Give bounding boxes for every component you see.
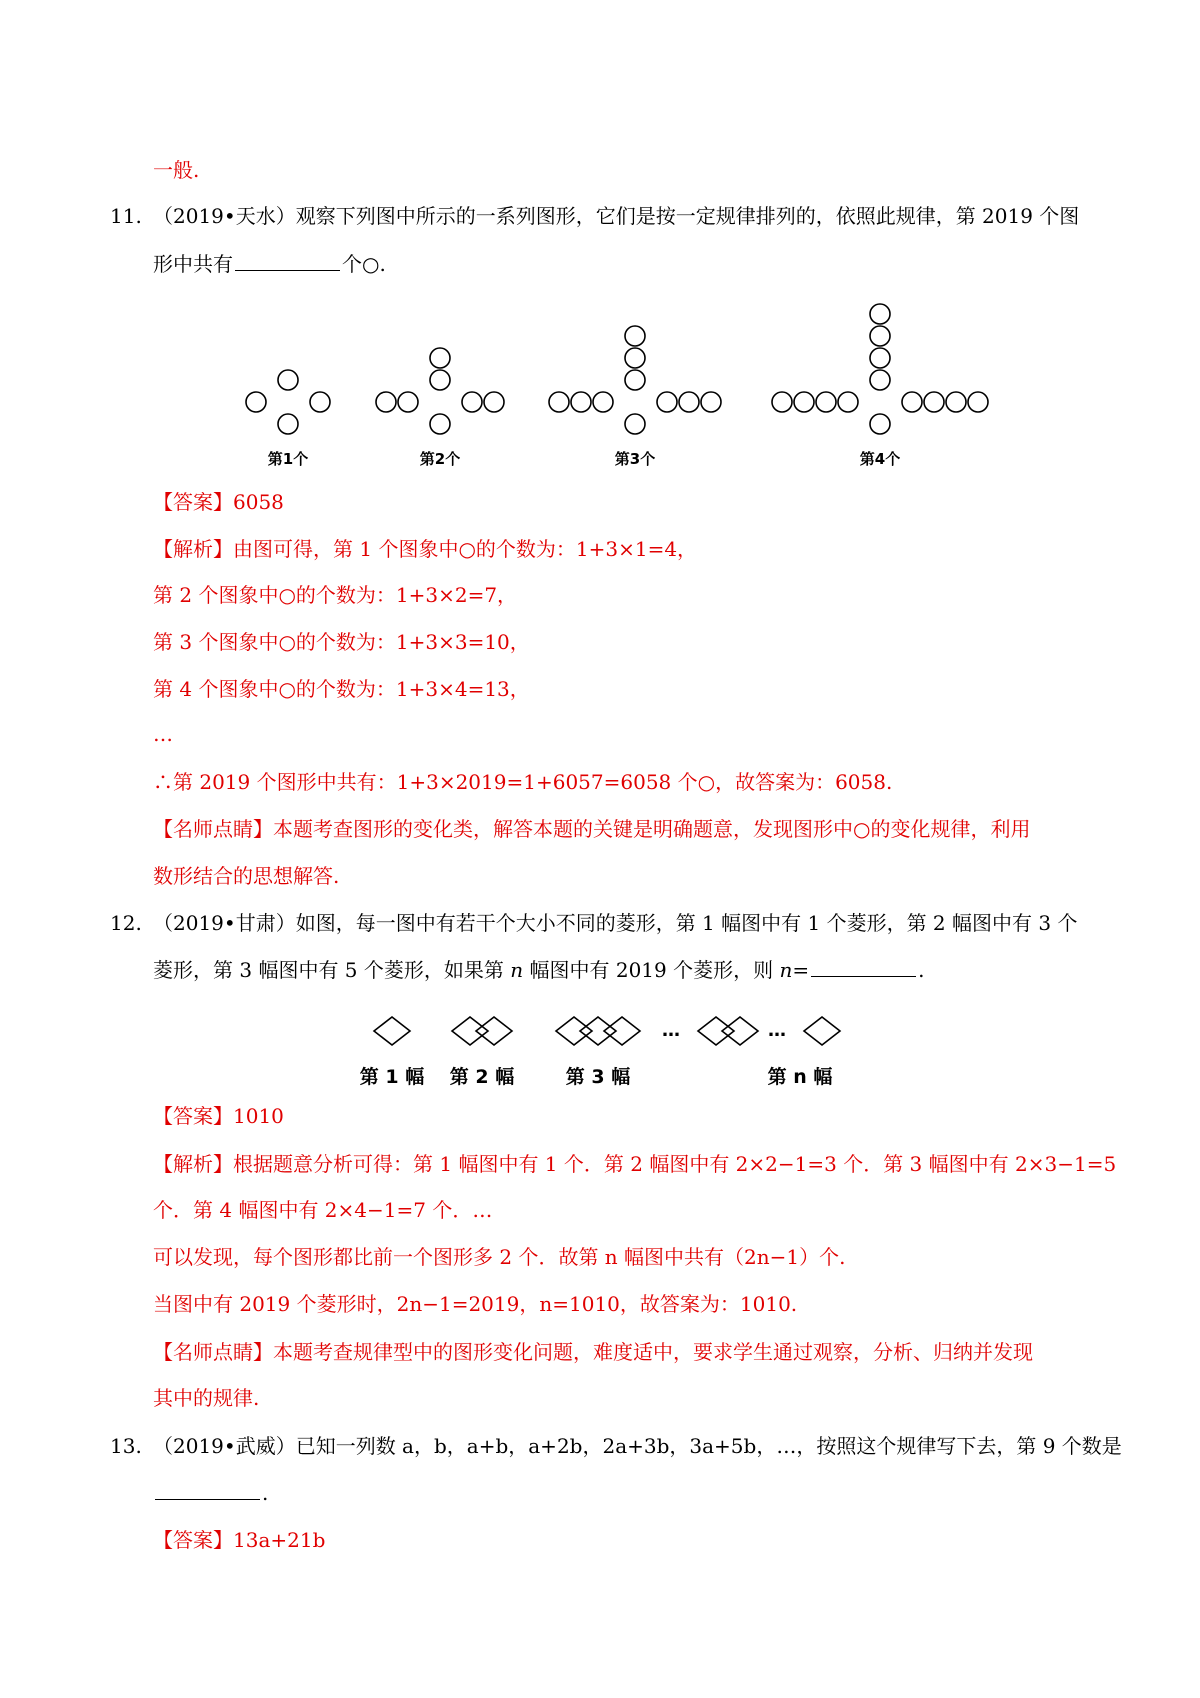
- question-12-answer: 【答案】1010: [153, 1104, 284, 1128]
- rhombus-mark: [698, 1017, 734, 1045]
- circle-mark: [430, 348, 450, 368]
- figure-label: 第 3 幅: [565, 1066, 631, 1088]
- rhombus-mark: [556, 1017, 592, 1045]
- question-11-analysis-line3: 第 3 个图象中○的个数为：1+3×3=10，: [153, 630, 530, 654]
- rhombus-mark: [804, 1017, 840, 1045]
- circle-mark: [902, 392, 922, 412]
- circle-mark: [870, 304, 890, 324]
- circle-mark: [278, 414, 298, 434]
- question-13-text-line2: [153, 1479, 268, 1507]
- circle-mark: [870, 414, 890, 434]
- question-11-analysis-line1: 【解析】由图可得，第 1 个图象中○的个数为：1+3×1=4，: [153, 537, 698, 561]
- question-11-line2-prefix: 形中共有: [153, 252, 233, 276]
- circle-mark: [870, 326, 890, 346]
- figure-label: 第4个: [859, 450, 901, 468]
- question-12-comment-line2: 其中的规律.: [153, 1386, 260, 1410]
- circle-mark: [679, 392, 699, 412]
- figure-label: 第3个: [614, 450, 656, 468]
- circle-mark: [838, 392, 858, 412]
- question-11-line2-suffix: 个○.: [342, 252, 386, 276]
- circle-mark: [625, 370, 645, 390]
- rhombus-mark: [604, 1017, 640, 1045]
- question-11-comment-line1: 【名师点睛】本题考查图形的变化类，解答本题的关键是明确题意，发现图形中○的变化规律，利用: [153, 817, 1031, 841]
- question-13-line2-suffix: .: [262, 1481, 269, 1505]
- circle-mark: [310, 392, 330, 412]
- circle-mark: [246, 392, 266, 412]
- question-12-text-line2: [153, 956, 924, 984]
- rhombus-mark: [374, 1017, 410, 1045]
- question-11-text-line1: （2019•天水）观察下列图中所示的一系列图形，它们是按一定规律排列的，依照此规律，第 2019 个图: [153, 204, 1080, 228]
- variable-n: n: [510, 958, 524, 982]
- question-12-analysis-line2: 个．第 4 幅图中有 2×4−1=7 个．…: [153, 1198, 493, 1222]
- circle-mark: [968, 392, 988, 412]
- circle-mark: [484, 392, 504, 412]
- circle-mark: [701, 392, 721, 412]
- question-11-analysis-line2: 第 2 个图象中○的个数为：1+3×2=7，: [153, 583, 518, 607]
- variable-n: n: [779, 958, 793, 982]
- question-11-answer: 【答案】6058: [153, 490, 284, 514]
- answer-blank: [155, 1481, 260, 1500]
- figure-label: 第 n 幅: [767, 1066, 833, 1088]
- circle-mark: [376, 392, 396, 412]
- rhombus-mark: [580, 1017, 616, 1045]
- question-13-text-line1: （2019•武威）已知一列数 a，b，a+b，a+2b，2a+3b，3a+5b，…，按照这个规律写下去，第 9 个数是: [153, 1434, 1122, 1458]
- circle-mark: [946, 392, 966, 412]
- figure-label: 第 1 幅: [359, 1066, 425, 1088]
- circle-mark: [398, 392, 418, 412]
- question-12-line2-middle: 幅图中有 2019 个菱形，则: [523, 958, 780, 982]
- circle-mark: [625, 326, 645, 346]
- circle-mark: [657, 392, 677, 412]
- rhombus-mark: [476, 1017, 512, 1045]
- figure-label: 第2个: [419, 450, 461, 468]
- circle-mark: [549, 392, 569, 412]
- previous-comment-tail: 一般.: [153, 158, 200, 182]
- question-12-analysis-line4: 当图中有 2019 个菱形时，2n−1=2019，n=1010，故答案为：1010.: [153, 1292, 798, 1316]
- question-12-number: 12.: [110, 911, 142, 935]
- question-11-analysis-line4: 第 4 个图象中○的个数为：1+3×4=13，: [153, 677, 530, 701]
- circle-mark: [772, 392, 792, 412]
- circle-mark: [924, 392, 944, 412]
- circle-mark: [430, 370, 450, 390]
- figure-label: 第 2 幅: [449, 1066, 515, 1088]
- question-12-analysis-line1: 【解析】根据题意分析可得：第 1 幅图中有 1 个．第 2 幅图中有 2×2−1=3 个．第 3 幅图中有 2×3−1=5: [153, 1152, 1117, 1176]
- circle-mark: [794, 392, 814, 412]
- question-11-comment-line2: 数形结合的思想解答.: [153, 864, 340, 888]
- figure-label: 第1个: [267, 450, 309, 468]
- ellipsis-mark: …: [662, 1020, 680, 1041]
- question-12-comment-line1: 【名师点睛】本题考查规律型中的图形变化问题，难度适中，要求学生通过观察，分析、归纳并发现: [153, 1340, 1033, 1364]
- question-13-number: 13.: [110, 1434, 142, 1458]
- circle-mark: [816, 392, 836, 412]
- question-11-text-line2: [153, 250, 386, 278]
- circle-mark: [625, 414, 645, 434]
- circle-mark: [430, 414, 450, 434]
- circle-mark: [870, 348, 890, 368]
- circle-mark: [278, 370, 298, 390]
- circle-mark: [625, 348, 645, 368]
- question-12-line2-suffix: .: [918, 958, 925, 982]
- circle-mark: [462, 392, 482, 412]
- question-13-answer: 【答案】13a+21b: [153, 1528, 326, 1552]
- circle-mark: [593, 392, 613, 412]
- question-11-analysis-ellipsis: …: [153, 722, 173, 746]
- rhombus-mark: [722, 1017, 758, 1045]
- ellipsis-mark: …: [768, 1020, 786, 1041]
- question-12-line2-prefix: 菱形，第 3 幅图中有 5 个菱形，如果第: [153, 958, 511, 982]
- question-11-number: 11.: [110, 204, 142, 228]
- circle-pattern-figure: [240, 290, 1000, 470]
- answer-blank: [235, 252, 340, 271]
- circle-mark: [870, 370, 890, 390]
- equals-sign: =: [792, 958, 810, 982]
- rhombus-mark: [452, 1017, 488, 1045]
- answer-blank: [811, 958, 916, 977]
- question-12-analysis-line3: 可以发现，每个图形都比前一个图形多 2 个．故第 n 幅图中共有（2n−1）个.: [153, 1245, 846, 1269]
- rhombus-pattern-figure: [359, 1005, 870, 1095]
- question-12-text-line1: （2019•甘肃）如图，每一图中有若干个大小不同的菱形，第 1 幅图中有 1 个菱形，第 2 幅图中有 3 个: [153, 911, 1078, 935]
- circle-mark: [571, 392, 591, 412]
- question-11-analysis-conclusion: ∴第 2019 个图形中共有：1+3×2019=1+6057=6058 个○，故答案为：6058.: [153, 770, 893, 794]
